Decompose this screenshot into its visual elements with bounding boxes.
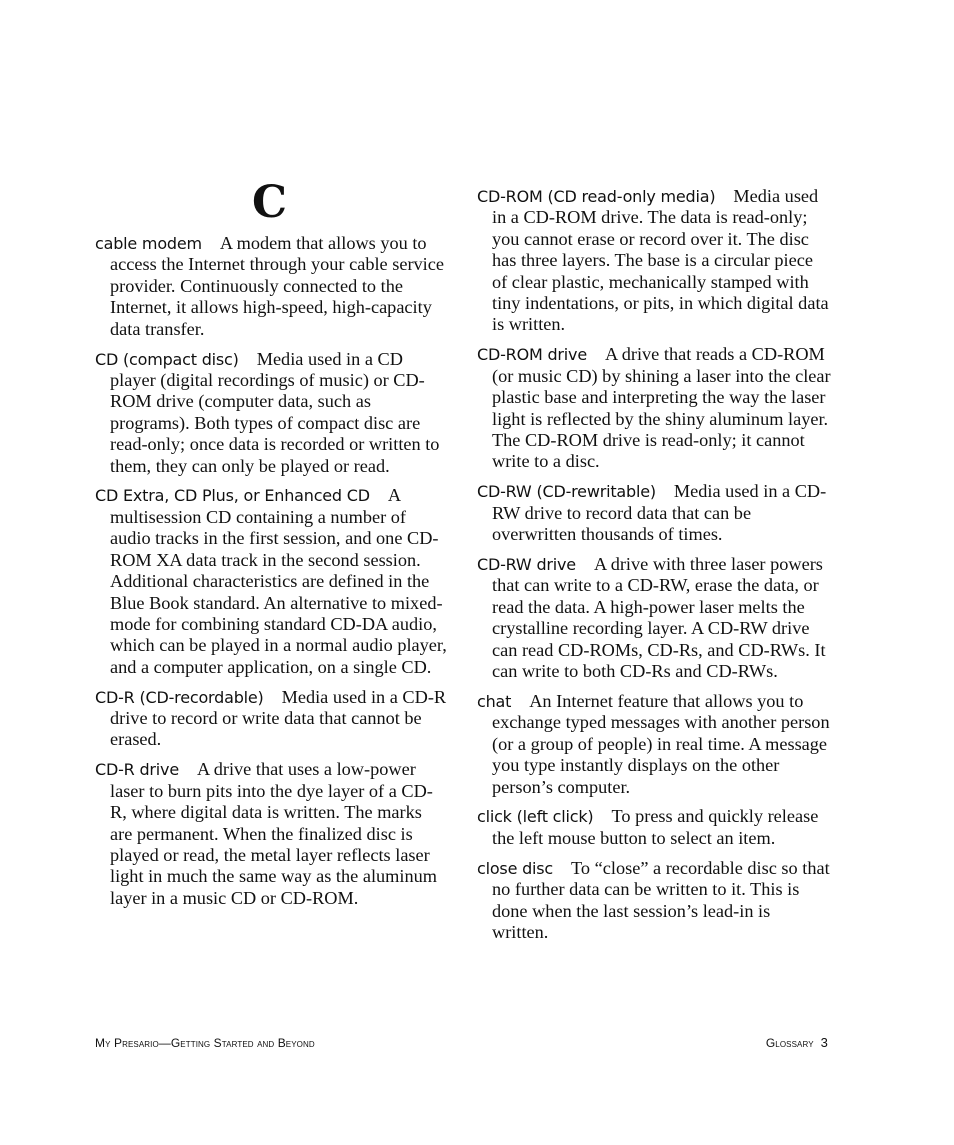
glossary-entry [95, 687, 447, 751]
glossary-definition: Media used in a CD-ROM drive. The data is read-only; you cannot erase or record over it. The disc has three layers. The base is a circular piece of clear plastic, mechanically stamped with tiny indentations, or pits, in which digital data is written. [492, 186, 829, 335]
glossary-entry [477, 806, 831, 849]
glossary-entry [95, 485, 447, 678]
glossary-term: click (left click) [477, 807, 594, 827]
glossary-entry [477, 186, 831, 336]
footer-book-title: My Presario—Getting Started and Beyond [95, 1036, 315, 1050]
glossary-definition: A drive that uses a low-power laser to burn pits into the dye layer of a CD-R, where digital data is written. The marks are permanent. When the finalized disc is played or read, the metal layer reflects laser light in much the same way as the aluminum layer in a music CD or CD-ROM. [110, 759, 437, 908]
glossary-entry [95, 233, 447, 340]
glossary-term: CD-R drive [95, 760, 179, 780]
glossary-term: CD-ROM drive [477, 345, 587, 365]
glossary-definition: Media used in a CD-RW drive to record data that can be overwritten thousands of times. [492, 481, 827, 545]
glossary-term: cable modem [95, 234, 202, 253]
page-number: 3 [820, 1035, 828, 1050]
glossary-entry [477, 691, 831, 798]
glossary-term: CD (compact disc) [95, 349, 239, 369]
glossary-term: close disc [477, 858, 554, 878]
glossary-definition: To “close” a recordable disc so that no further data can be written to it. This is done when the last session’s lead-in is written. [492, 857, 830, 942]
glossary-term: CD-ROM (CD read-only media) [477, 187, 716, 206]
glossary-term: chat [477, 691, 512, 711]
glossary-definition: Media used in a CD player (digital recordings of music) or CD-ROM drive (computer data, such as programs). Both types of compact disc are read-only; once data is recorded or written to them, they can only be played or read. [110, 348, 440, 476]
glossary-term: CD Extra, CD Plus, or Enhanced CD [95, 486, 370, 506]
glossary-column-left [95, 233, 447, 918]
footer-page-info [766, 1035, 828, 1051]
section-letter-heading: C [252, 177, 287, 228]
glossary-entry [95, 759, 447, 909]
glossary-entry [95, 349, 447, 477]
glossary-definition: An Internet feature that allows you to exchange typed messages with another person (or a group of people) in real time. A message you type instantly displays on the other person’s computer. [492, 690, 830, 797]
footer-section-label: Glossary [765, 1036, 814, 1050]
glossary-definition: A multisession CD containing a number of audio tracks in the first session, and one CD-ROM XA data track in the second session. Additional characteristics are defined in the Blue Book standard. An alternative to mixed-mode for combining standard CD-DA audio, which can be played in a normal audio player, and a computer application, on a single CD. [110, 485, 447, 677]
glossary-entry [477, 858, 831, 944]
glossary-entry [477, 344, 831, 472]
glossary-definition: A modem that allows you to access the Internet through your cable service provider. Continuously connected to the Internet, it allows high-speed, high-capacity data transfer. [110, 233, 444, 339]
glossary-term: CD-RW drive [477, 555, 576, 574]
glossary-definition: To press and quickly release the left mouse button to select an item. [492, 806, 819, 848]
glossary-column-right [477, 186, 831, 952]
glossary-definition: Media used in a CD-R drive to record or write data that cannot be erased. [110, 686, 447, 750]
glossary-term: CD-R (CD-recordable) [95, 687, 264, 707]
glossary-entry [477, 554, 831, 682]
glossary-term: CD-RW (CD-rewritable) [477, 482, 656, 502]
glossary-definition: A drive with three laser powers that can write to a CD-RW, erase the data, or read the data. A high-power laser melts the crystalline recording layer. A CD-RW drive can read CD-ROMs, CD-Rs, and CD-RWs. It can write to both CD-Rs and CD-RWs. [492, 554, 826, 682]
glossary-entry [477, 481, 831, 545]
glossary-definition: A drive that reads a CD-ROM (or music CD) by shining a laser into the clear plastic base and interpreting the way the laser light is reflected by the shiny aluminum layer. The CD-ROM drive is read-only; it cannot write to a disc. [492, 344, 831, 472]
